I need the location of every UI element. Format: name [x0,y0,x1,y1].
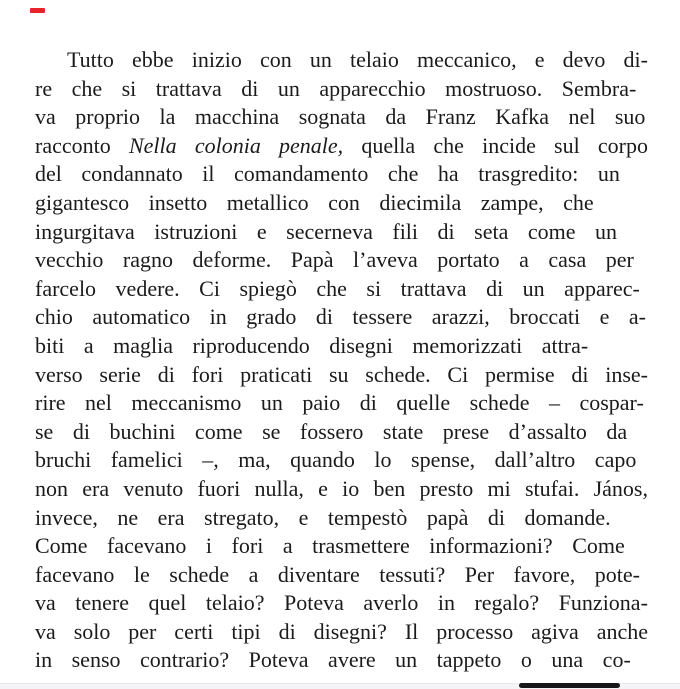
text-line [35,246,648,275]
text-line-content: farcelo vedere. Ci spiegò che si trattava di un apparec- [35,275,640,301]
text-line [35,132,648,161]
text-line-content: non era venuto fuori nulla, e io ben presto mi stufai. János, [35,475,648,501]
text-line-content: verso serie di fori praticati su schede. Ci permise di inse- [35,361,648,387]
text-line-content: in senso contrario? Poteva avere un tappeto o una co- [35,647,631,673]
text-line [35,446,648,475]
text-line-content: va proprio la macchina sognata da Franz Kafka nel suo [35,104,646,130]
text-line [35,303,648,332]
text-line [35,275,648,304]
scroll-indicator[interactable] [519,683,620,688]
text-line-content: Tutto ebbe inizio con un telaio meccanico, e devo di- [67,47,648,72]
text-line-content: re che si trattava di un apparecchio mostruoso. Sembra- [35,75,637,101]
text-line [35,332,648,361]
text-line-content: invece, ne era stregato, e tempestò papà di domande. [35,504,611,530]
text-line [35,475,648,504]
text-line [35,160,648,189]
text-line [35,361,648,390]
text-line [35,618,648,647]
text-line [35,504,648,533]
text-line-content: facevano le schede a diventare tessuti? Per favore, pote- [35,561,640,587]
text-line-content: chio automatico in grado di tessere arazzi, broccati e a- [35,304,646,330]
text-line [35,389,648,418]
text-line-content: va solo per certi tipi di disegni? Il processo agiva anche [35,618,648,644]
text-line [35,75,648,104]
text-line [35,218,648,247]
text-line-content: vecchio ragno deforme. Papà l’aveva portato a casa per [35,247,634,273]
bottom-bar [0,683,680,689]
text-line-content: se di buchini come se fossero state prese d’assalto da [35,418,628,444]
text-line [35,103,648,132]
text-line-content: biti a maglia riproducendo disegni memorizzati attra- [35,332,589,358]
text-line-content: del condannato il comandamento che ha trasgredito: un [35,161,620,187]
text-line-content: gigantesco insetto metallico con diecimila zampe, che [35,189,594,215]
text-line-content: Come facevano i fori a trasmettere informazioni? Come [35,533,625,559]
text-line [35,418,648,447]
text-line [35,589,648,618]
text-line [35,189,648,218]
text-line-content: va tenere quel telaio? Poteva averlo in regalo? Funziona- [35,590,648,616]
text-line-content: bruchi famelici –, ma, quando lo spense, dall’altro capo [35,447,637,473]
page-text [35,46,648,675]
text-line [35,46,648,75]
text-line-content: rire nel meccanismo un paio di quelle schede – cospar- [35,390,644,416]
text-line [35,532,648,561]
text-line-content: racconto Nella colonia penale, quella che incide sul corpo [35,132,649,158]
text-line [35,561,648,590]
text-line [35,646,648,675]
bookmark-indicator-icon [30,8,45,13]
text-line-content: ingurgitava istruzioni e secerneva fili di seta come un [35,218,617,244]
